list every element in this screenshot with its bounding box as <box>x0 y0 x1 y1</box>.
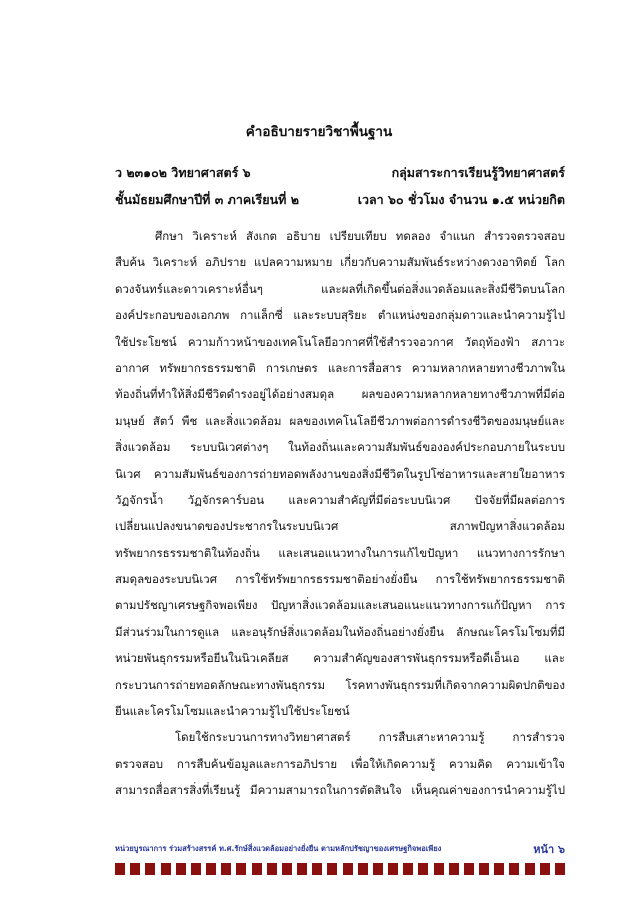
footer-square <box>145 863 155 875</box>
footer-square <box>282 863 292 875</box>
footer-square <box>236 863 246 875</box>
footer-square <box>115 863 125 875</box>
body-line: สืบค้น วิเคราะห์ อภิปราย แปลความหมาย เกี่ยวกับความสัมพันธ์ระหว่างดวงอาทิตย์ โลก <box>115 255 565 270</box>
grade-semester: ชั้นมัธยมศึกษาปีที่ ๓ ภาคเรียนที่ ๒ <box>115 192 299 207</box>
footer-square <box>327 863 337 875</box>
body-line: วัฏจักรน้ำ วัฏจักรคาร์บอน และความสำคัญที่มีต่อระบบนิเวศ ปัจจัยที่มีผลต่อการ <box>115 492 565 507</box>
body-line: ท้องถิ่นที่ทำให้สิ่งมีชีวิตดำรงอยู่ได้อย่างสมดุล ผลของความหลากหลายทางชีวภาพที่มีต่อ <box>115 387 565 402</box>
body-line: องค์ประกอบของเอกภพ กาแล็กซี่ และระบบสุริยะ ตำแหน่งของกลุ่มดาวและนำความรู้ไป <box>115 308 565 323</box>
body-line: ทรัพยากรธรรมชาติในท้องถิ่น และเสนอแนวทางในการแก้ไขปัญหา แนวทางการรักษา <box>115 545 565 560</box>
footer-square <box>161 863 171 875</box>
body-line: กระบวนการถ่ายทอดลักษณะทางพันธุกรรม โรคทางพันธุกรรมที่เกิดจากความผิดปกติของ <box>115 677 565 692</box>
footer-square <box>358 863 368 875</box>
body-line: สมดุลของระบบนิเวศ การใช้ทรัพยากรธรรมชาติอย่างยั่งยืน การใช้ทรัพยากรธรรมชาติ <box>115 572 565 587</box>
footer-square <box>373 863 383 875</box>
body-line: มีส่วนร่วมในการดูแล และอนุรักษ์สิ่งแวดล้อมในท้องถิ่นอย่างยั่งยืน ลักษณะโครโมโซมที่มี <box>115 624 565 639</box>
footer-square <box>221 863 231 875</box>
body-line: มนุษย์ สัตว์ พืช และสิ่งแวดล้อม ผลของเทคโนโลยีชีวภาพต่อการดำรงชีวิตของมนุษย์และ <box>115 413 565 428</box>
body-line: ตรวจสอบ การสืบค้นข้อมูลและการอภิปราย เพื่อให้เกิดความรู้ ความคิด ความเข้าใจ <box>115 756 565 771</box>
footer-square <box>343 863 353 875</box>
footer-square <box>252 863 262 875</box>
footer-square <box>267 863 277 875</box>
footer-square <box>130 863 140 875</box>
page-footer <box>115 840 565 858</box>
footer-square <box>176 863 186 875</box>
footer-square <box>479 863 489 875</box>
body-line: นิเวศ ความสัมพันธ์ของการถ่ายทอดพลังงานของสิ่งมีชีวิตในรูปโซ่อาหารและสายใยอาหาร <box>115 466 565 481</box>
footer-square <box>297 863 307 875</box>
body-line: อากาศ ทรัพยากรธรรมชาติ การเกษตร และการสื่อสาร ความหลากหลายทางชีวภาพใน <box>115 360 565 375</box>
footer-square <box>525 863 535 875</box>
body-line: ดวงจันทร์และดาวเคราะห์อื่นๆ และผลที่เกิดขึ้นต่อสิ่งแวดล้อมและสิ่งมีชีวิตบนโลก <box>115 281 565 296</box>
body-line: เปลี่ยนแปลงขนาดของประชากรในระบบนิเวศ สภาพปัญหาสิ่งแวดล้อม <box>115 519 565 534</box>
footer-decorative-bar <box>115 863 565 877</box>
footer-unit-title: หน่วยบูรณาการ ร่วมสร้างสรรค์ ท.ศ.รักษ์สิ่งแวดล้อมอย่างยั่งยืน ตามหลักปรัชญาของเศรษฐกิจพอเพียง <box>115 844 442 853</box>
footer-square <box>434 863 444 875</box>
footer-square <box>540 863 550 875</box>
footer-square <box>312 863 322 875</box>
footer-square <box>464 863 474 875</box>
body-line: หน่วยพันธุกรรมหรือยีนในนิวเคลียส ความสำคัญของสารพันธุกรรมหรือดีเอ็นเอ และ <box>115 651 565 666</box>
footer-square <box>449 863 459 875</box>
page-number: หน้า ๖ <box>533 843 565 856</box>
time-credits: เวลา ๖๐ ชั่วโมง จำนวน ๑.๕ หน่วยกิต <box>357 192 565 207</box>
page-title: คำอธิบายรายวิชาพื้นฐาน <box>245 124 393 140</box>
body-line: ใช้ประโยชน์ ความก้าวหน้าของเทคโนโลยีอวกาศที่ใช้สำรวจอวกาศ วัตถุท้องฟ้า สภาวะ <box>115 334 565 349</box>
footer-square <box>206 863 216 875</box>
body-line: สิ่งแวดล้อม ระบบนิเวศต่างๆ ในท้องถิ่นและความสัมพันธ์ขององค์ประกอบภายในระบบ <box>115 440 565 455</box>
body-line: ตามปรัชญาเศรษฐกิจพอเพียง ปัญหาสิ่งแวดล้อมและเสนอแนะแนวทางการแก้ปัญหา การ <box>115 598 565 613</box>
course-description <box>115 223 565 804</box>
footer-square <box>509 863 519 875</box>
course-code-name: ว ๒๓๑๐๒ วิทยาศาสตร์ ๖ <box>115 165 251 180</box>
footer-square <box>494 863 504 875</box>
footer-square <box>388 863 398 875</box>
body-line: ยีนและโครโมโซมและนำความรู้ไปใช้ประโยชน์ <box>115 704 350 719</box>
body-line: สามารถสื่อสารสิ่งที่เรียนรู้ มีความสามารถในการตัดสินใจ เห็นคุณค่าของการนำความรู้ไป <box>115 783 565 798</box>
body-line: โดยใช้กระบวนการทางวิทยาศาสตร์ การสืบเสาะหาความรู้ การสำรวจ <box>175 730 565 745</box>
footer-square <box>555 863 565 875</box>
learning-area: กลุ่มสาระการเรียนรู้วิทยาศาสตร์ <box>391 165 565 180</box>
footer-square <box>418 863 428 875</box>
footer-square <box>191 863 201 875</box>
footer-square <box>403 863 413 875</box>
body-line: ศึกษา วิเคราะห์ สังเกต อธิบาย เปรียบเทียบ ทดลอง จำแนก สำรวจตรวจสอบ <box>155 229 565 243</box>
